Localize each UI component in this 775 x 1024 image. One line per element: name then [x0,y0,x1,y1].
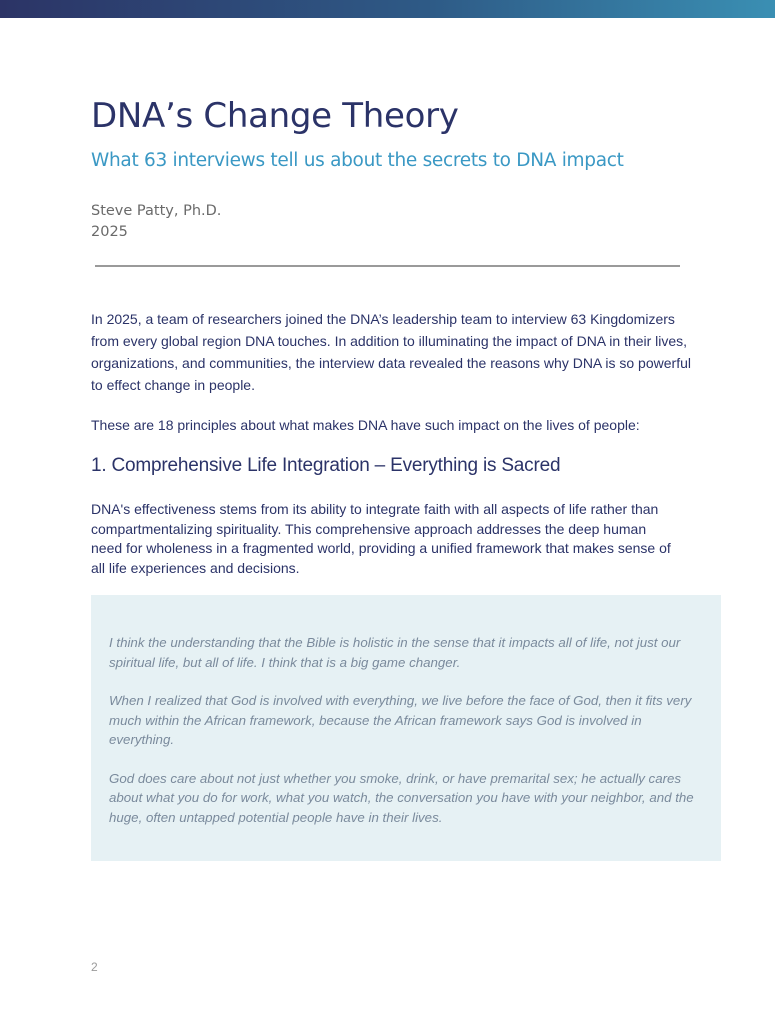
quote-3: God does care about not just whether you smoke, drink, or have premarital sex; he actually cares about what you do for work, what you watch, the conversation you have with your neighbor, and the huge, often untapped potential people have in their lives. [109,770,694,825]
publication-year: 2025 [91,224,128,240]
section-heading: 1. Comprehensive Life Integration – Everything is Sacred [91,455,561,476]
quote-box [91,595,721,861]
quote-2: When I realized that God is involved with everything, we live before the face of God, then it fits very much within the African framework, because the African framework says God is involved in everything. [109,693,692,747]
page-title: DNA’s Change Theory [91,96,459,136]
page-number: 2 [91,960,98,974]
page-subtitle: What 63 interviews tell us about the secrets to DNA impact [91,150,624,171]
horizontal-divider [95,265,680,267]
author-name: Steve Patty, Ph.D. [91,203,222,219]
quote-1: I think the understanding that the Bible is holistic in the sense that it impacts all of life, not just our spiritual life, but all of life. I think that is a big game changer. [109,635,681,670]
intro-paragraph: In 2025, a team of researchers joined the DNA’s leadership team to interview 63 Kingdomizers from every global region DNA touches. In addition to illuminating the impact of DNA in their lives, organizations, and communities, the interview data revealed the reasons why DNA is so powerful to effect change in people. [91,311,691,393]
principles-lead: These are 18 principles about what makes DNA have such impact on the lives of people: [91,417,640,433]
section-body: DNA's effectiveness stems from its ability to integrate faith with all aspects of life rather than compartmentalizing spirituality. This comprehensive approach addresses the deep human need for wholeness in a fragmented world, providing a unified framework that makes sense of all life experiences and decisions. [91,501,671,576]
header-gradient-bar [0,0,775,18]
